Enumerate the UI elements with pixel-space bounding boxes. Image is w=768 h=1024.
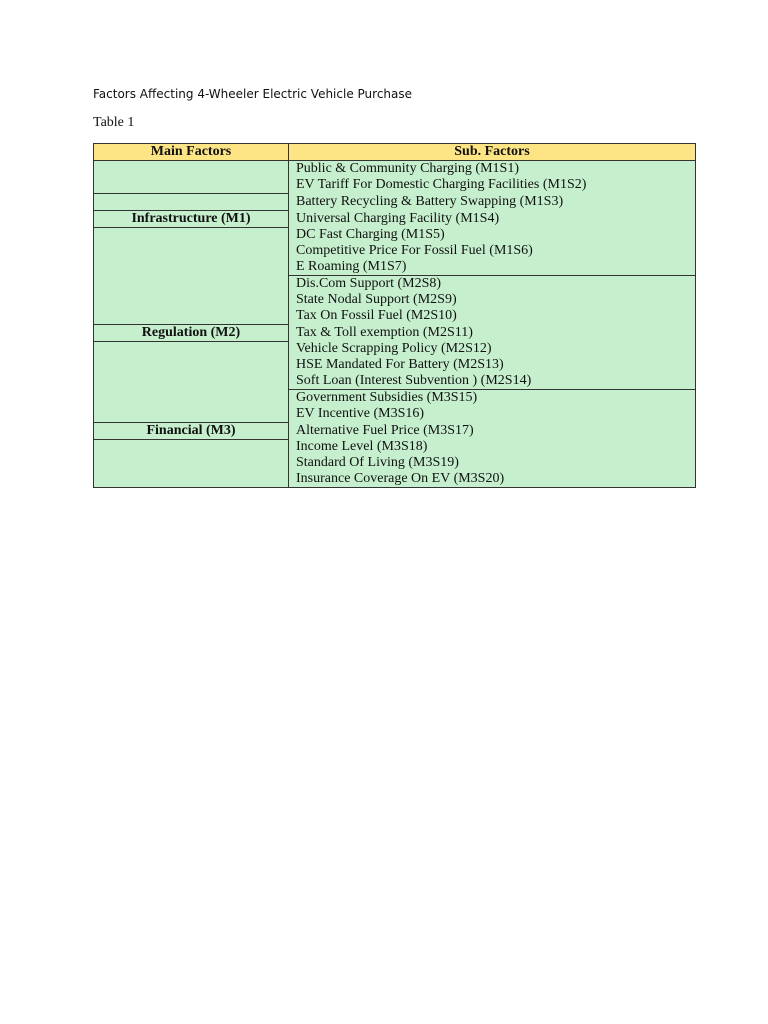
factors-table — [93, 143, 696, 488]
main-factor-spacer — [94, 161, 289, 194]
table-row — [94, 193, 696, 210]
main-factor-spacer — [94, 341, 289, 422]
sub-factor-cell: EV Tariff For Domestic Charging Facilities (M1S2) — [289, 177, 696, 193]
sub-factor-cell: Dis.Com Support (M2S8) — [289, 276, 696, 293]
sub-factor-cell: Universal Charging Facility (M1S4) — [289, 210, 696, 227]
sub-factor-cell: Standard Of Living (M3S19) — [289, 455, 696, 471]
main-factor-infrastructure: Infrastructure (M1) — [94, 210, 289, 227]
table-header-row — [94, 144, 696, 161]
sub-factor-cell: State Nodal Support (M2S9) — [289, 292, 696, 308]
table-row — [94, 161, 696, 178]
main-factor-spacer — [94, 227, 289, 324]
sub-factor-cell: Government Subsidies (M3S15) — [289, 390, 696, 407]
table-row — [94, 422, 696, 439]
header-sub-factors: Sub. Factors — [289, 144, 696, 161]
sub-factor-cell: EV Incentive (M3S16) — [289, 406, 696, 422]
sub-factor-cell: E Roaming (M1S7) — [289, 259, 696, 276]
document-title: Factors Affecting 4-Wheeler Electric Vehicle Purchase — [93, 87, 413, 101]
sub-factor-cell: DC Fast Charging (M1S5) — [289, 227, 696, 243]
header-main-factors: Main Factors — [94, 144, 289, 161]
sub-factor-cell: Soft Loan (Interest Subvention ) (M2S14) — [289, 373, 696, 390]
table-row — [94, 210, 696, 227]
sub-factor-cell: Battery Recycling & Battery Swapping (M1S3) — [289, 193, 696, 210]
sub-factor-cell: Tax & Toll exemption (M2S11) — [289, 324, 696, 341]
sub-factor-cell: Competitive Price For Fossil Fuel (M1S6) — [289, 243, 696, 259]
sub-factor-cell: Alternative Fuel Price (M3S17) — [289, 422, 696, 439]
sub-factor-cell: Vehicle Scrapping Policy (M2S12) — [289, 341, 696, 357]
table-caption: Table 1 — [93, 115, 135, 130]
main-factor-spacer — [94, 439, 289, 488]
table-row — [94, 227, 696, 243]
sub-factor-cell: Income Level (M3S18) — [289, 439, 696, 455]
sub-factor-cell: Tax On Fossil Fuel (M2S10) — [289, 308, 696, 324]
sub-factor-cell: Public & Community Charging (M1S1) — [289, 161, 696, 178]
table-row — [94, 324, 696, 341]
sub-factor-cell: Insurance Coverage On EV (M3S20) — [289, 471, 696, 488]
sub-factor-cell: HSE Mandated For Battery (M2S13) — [289, 357, 696, 373]
table-row — [94, 341, 696, 357]
main-factor-financial: Financial (M3) — [94, 422, 289, 439]
main-factor-spacer — [94, 193, 289, 210]
main-factor-regulation: Regulation (M2) — [94, 324, 289, 341]
table-row — [94, 439, 696, 455]
